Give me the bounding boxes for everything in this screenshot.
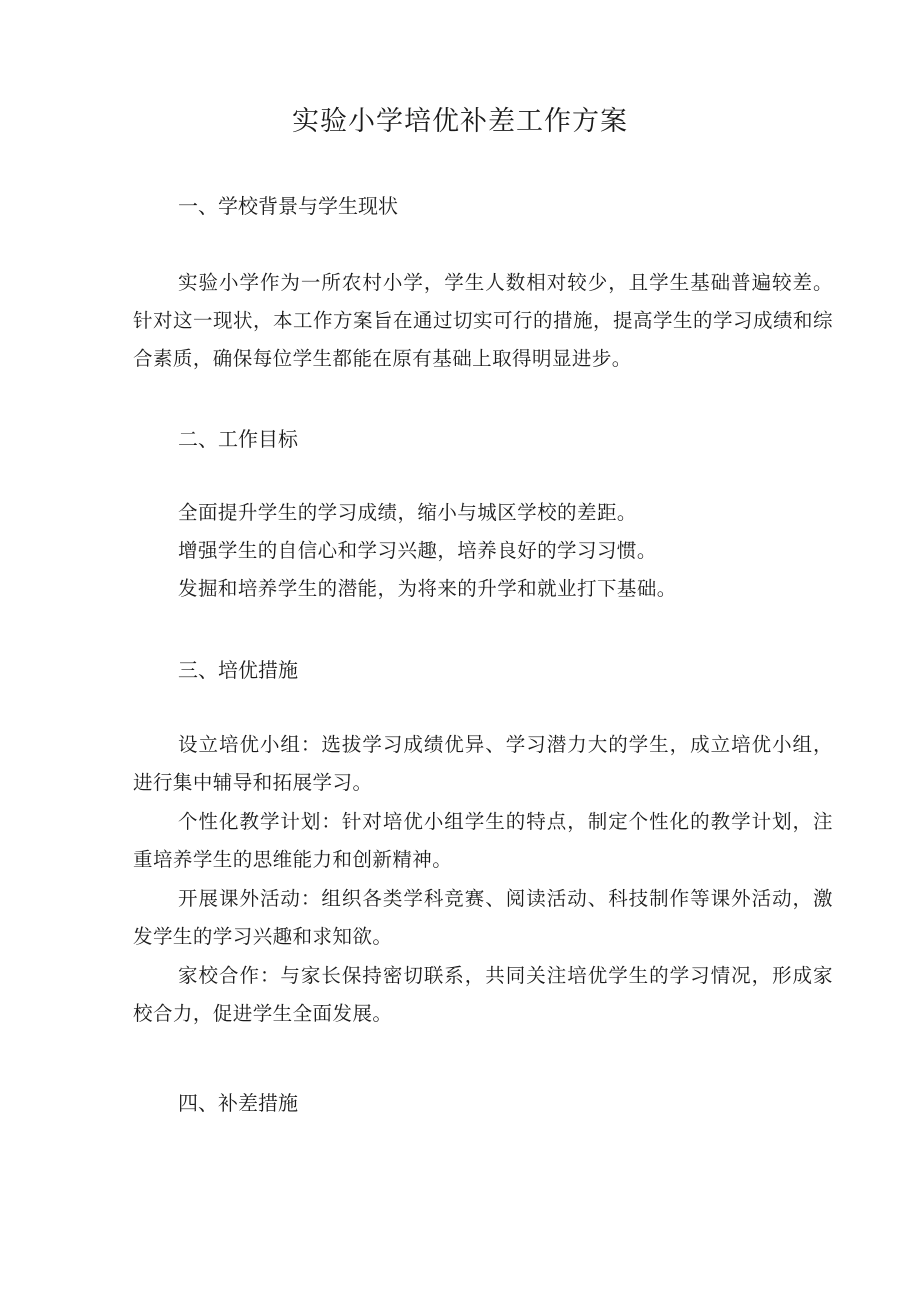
measure-paragraph-3: 开展课外活动：组织各类学科竞赛、阅读活动、科技制作等课外活动，激发学生的学习兴趣和求知欲。	[133, 887, 833, 948]
section-heading-goals: 二、工作目标	[178, 427, 298, 451]
measure-paragraph-4: 家校合作：与家长保持密切联系，共同关注培优学生的学习情况，形成家校合力，促进学生全面发展。	[133, 964, 833, 1025]
section-heading-excellence-measures: 三、培优措施	[178, 658, 298, 682]
section-heading-background: 一、学校背景与学生现状	[178, 194, 398, 218]
document-title: 实验小学培优补差工作方案	[292, 106, 628, 137]
measure-paragraph-2: 个性化教学计划：针对培优小组学生的特点，制定个性化的教学计划，注重培养学生的思维能力和创新精神。	[133, 810, 833, 871]
goal-item-2: 增强学生的自信心和学习兴趣，培养良好的学习习惯。	[178, 539, 657, 562]
paragraph-background: 实验小学作为一所农村小学，学生人数相对较少，且学生基础普遍较差。针对这一现状，本工作方案旨在通过切实可行的措施，提高学生的学习成绩和综合素质，确保每位学生都能在原有基础上取得明显进步。	[133, 271, 833, 370]
measure-paragraph-1: 设立培优小组：选拔学习成绩优异、学习潜力大的学生，成立培优小组，进行集中辅导和拓展学习。	[133, 733, 833, 794]
section-heading-remedial-measures: 四、补差措施	[178, 1091, 298, 1115]
goal-item-3: 发掘和培养学生的潜能，为将来的升学和就业打下基础。	[178, 577, 677, 600]
goal-item-1: 全面提升学生的学习成绩，缩小与城区学校的差距。	[178, 501, 637, 524]
